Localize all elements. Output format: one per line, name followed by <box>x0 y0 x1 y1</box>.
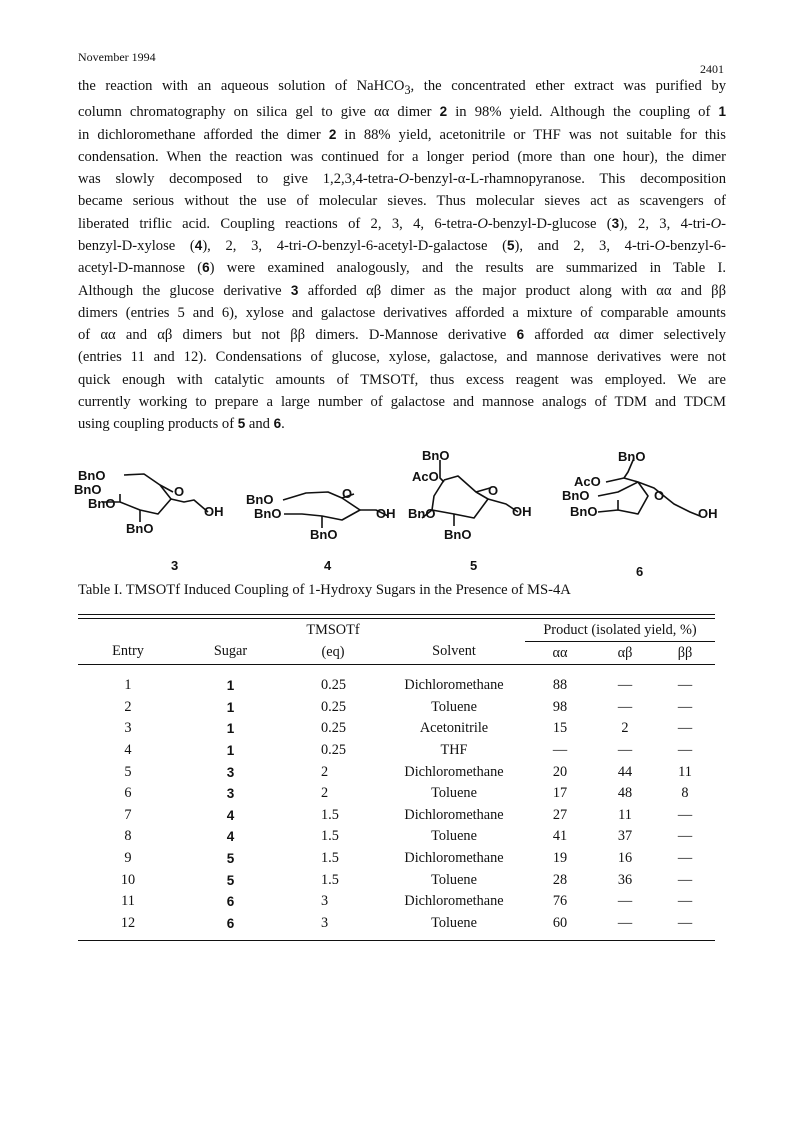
cell-yield-aa: 88 <box>552 677 568 694</box>
cell-yield-bb: — <box>677 742 693 759</box>
structure-5-ring-oxygen: O <box>488 483 499 498</box>
cell-yield-aa: 15 <box>552 720 568 737</box>
cell-entry: 8 <box>124 828 132 845</box>
table-row <box>78 675 715 697</box>
body-text-segment: currently working to prepare a large number of galactose and mannose analogs of TDM and TDCM <box>78 394 726 411</box>
body-text-segment: benzyl-D-xylose ( <box>78 237 195 254</box>
page-number: 2401 <box>700 62 724 76</box>
cell-sugar: 5 <box>226 872 235 888</box>
cell-sugar: 1 <box>226 699 235 715</box>
body-line <box>78 101 726 123</box>
structure-3-ring-oxygen: O <box>174 484 185 499</box>
cell-yield-bb: — <box>677 893 693 910</box>
body-text-segment: 6 <box>202 260 210 276</box>
body-text-segment: afforded αα dimer selectively <box>524 327 726 344</box>
body-text-segment: the reaction with an aqueous solution of NaHCO <box>78 78 405 94</box>
cell-tmsotf: 2 <box>321 763 329 780</box>
cell-solvent: Dichloromethane <box>404 893 504 910</box>
table-caption: Table I. TMSOTf Induced Coupling of 1-Hydroxy Sugars in the Presence of MS-4A <box>78 582 571 598</box>
structure-3-group-3: BnO <box>88 496 116 511</box>
cell-sugar: 3 <box>226 786 235 802</box>
cell-yield-bb: — <box>677 828 693 845</box>
body-text-segment: , the concentrated ether extract was purified by <box>410 78 726 94</box>
body-text-segment: ), and 2, 3, 4-tri- <box>514 237 655 254</box>
cell-tmsotf: 2 <box>321 785 329 802</box>
cell-tmsotf: 1.5 <box>321 806 339 823</box>
cell-yield-bb: — <box>677 806 693 823</box>
body-text-segment: quick enough with catalytic amounts of TMSOTf, thus excess reagent was employed. We are <box>78 371 726 388</box>
table-row <box>78 869 715 891</box>
body-text-segment: ), 2, 3, 4-tri- <box>619 215 711 232</box>
body-text-segment: in 98% yield. Although the coupling of <box>447 104 719 121</box>
table-row <box>78 740 715 762</box>
header-solvent: Solvent <box>432 643 476 659</box>
table-row <box>78 913 715 935</box>
cell-sugar: 4 <box>226 829 235 845</box>
cell-yield-bb: — <box>677 677 693 694</box>
structure-6-ring-oxygen: O <box>654 488 665 503</box>
body-line <box>78 124 726 146</box>
body-text-segment: condensation. When the reaction was continued for a longer period (more than one hour), the dimer <box>78 148 726 165</box>
cell-tmsotf: 0.25 <box>321 677 347 694</box>
body-text-segment: -benzyl-6- <box>665 237 726 254</box>
cell-tmsotf: 1.5 <box>321 871 339 888</box>
table-row <box>78 697 715 719</box>
body-text-segment: . <box>281 416 285 433</box>
header-aa: αα <box>552 644 568 661</box>
body-text-segment: 2 <box>328 126 337 142</box>
cell-yield-bb: 11 <box>678 763 692 780</box>
cell-tmsotf: 3 <box>321 893 329 910</box>
body-text-segment: (entries 11 and 12). Condensations of glucose, xylose, galactose, and mannose derivatives were not <box>78 349 726 366</box>
structure-4-label: 4 <box>324 558 332 573</box>
structure-6-group-1: BnO <box>618 449 646 464</box>
cell-yield-aa: 41 <box>552 828 568 845</box>
table-row <box>78 783 715 805</box>
cell-sugar: 6 <box>226 915 235 931</box>
body-text-segment: 3 <box>611 215 620 231</box>
body-text-segment: -benzyl-α-L-rhamnopyranose. This decomposition <box>409 171 727 188</box>
body-line <box>78 213 726 235</box>
cell-entry: 11 <box>121 893 135 910</box>
body-line <box>78 235 726 257</box>
cell-solvent: THF <box>440 742 468 759</box>
results-table <box>78 614 715 941</box>
cell-yield-bb: — <box>677 914 693 931</box>
body-text-segment: -benzyl-6-acetyl-D-galactose ( <box>317 237 507 254</box>
cell-entry: 12 <box>120 914 136 931</box>
body-text-segment: 5 <box>506 237 515 253</box>
cell-entry: 2 <box>124 698 132 715</box>
header-product: Product (isolated yield, %) <box>525 619 715 642</box>
structure-5-group-1: BnO <box>422 448 450 463</box>
body-paragraph <box>78 75 726 436</box>
structure-3-group-4: OH <box>204 504 224 519</box>
body-text-segment: using coupling products of <box>78 416 238 433</box>
table-row <box>78 848 715 870</box>
cell-yield-aa: 76 <box>552 893 568 910</box>
structure-6-group-5: OH <box>698 506 718 521</box>
header-ab: αβ <box>617 644 633 661</box>
structure-6-group-4: BnO <box>570 504 598 519</box>
body-line <box>78 168 726 190</box>
cell-solvent: Toluene <box>431 914 477 931</box>
structure-6-group-3: BnO <box>562 488 590 503</box>
table-row <box>78 891 715 913</box>
cell-entry: 9 <box>124 850 132 867</box>
cell-tmsotf: 0.25 <box>321 742 347 759</box>
body-text-segment: became serious without the use of molecular sieves. Thus molecular sieves act as scavengers of <box>78 193 726 210</box>
body-line <box>78 257 726 279</box>
cell-sugar: 6 <box>226 894 235 910</box>
body-text-segment: and <box>245 416 274 433</box>
table-row <box>78 718 715 740</box>
structure-5-group-3: BnO <box>408 506 436 521</box>
body-text-segment: column chromatography on silica gel to give αα dimer <box>78 104 440 121</box>
cell-sugar: 3 <box>226 764 235 780</box>
structure-4-group-2: BnO <box>254 506 282 521</box>
body-text-segment: of αα and αβ dimers but not ββ dimers. D-Mannose derivative <box>78 327 517 344</box>
cell-yield-ab: 2 <box>621 720 629 737</box>
body-text-segment: 2 <box>439 104 448 120</box>
structure-3-ring <box>102 474 208 522</box>
cell-solvent: Toluene <box>431 698 477 715</box>
body-line <box>78 391 726 413</box>
cell-entry: 6 <box>124 785 132 802</box>
header-eq: (eq) <box>321 644 345 661</box>
cell-yield-aa: 27 <box>552 806 568 823</box>
body-line <box>78 280 726 302</box>
cell-yield-aa: 98 <box>552 698 568 715</box>
cell-solvent: Dichloromethane <box>404 763 504 780</box>
body-text-segment: ), 2, 3, 4-tri- <box>202 237 307 254</box>
sugar-structures-figure <box>74 448 738 582</box>
body-line <box>78 302 726 324</box>
table-row <box>78 826 715 848</box>
body-line <box>78 346 726 368</box>
body-text-segment: Although the glucose derivative <box>78 282 291 299</box>
structure-3-label: 3 <box>171 558 179 573</box>
body-line <box>78 369 726 391</box>
cell-yield-ab: 11 <box>618 806 632 823</box>
body-text-segment: acetyl-D-mannose ( <box>78 260 203 277</box>
cell-entry: 10 <box>120 871 136 888</box>
cell-solvent: Toluene <box>431 785 477 802</box>
header-sugar: Sugar <box>213 643 248 659</box>
cell-yield-bb: 8 <box>681 785 689 802</box>
cell-sugar: 4 <box>226 807 235 823</box>
cell-entry: 4 <box>124 742 132 759</box>
cell-solvent: Dichloromethane <box>404 677 504 694</box>
cell-yield-ab: — <box>617 742 633 759</box>
cell-yield-aa: 19 <box>552 850 568 867</box>
structure-5-label: 5 <box>470 558 478 573</box>
structure-4-group-1: BnO <box>246 492 274 507</box>
body-text-segment: ) were examined analogously, and the results are summarized in Table I. <box>209 260 726 277</box>
structure-6-group-2: AcO <box>574 474 601 489</box>
body-text-segment: O <box>306 237 318 254</box>
cell-yield-ab: 37 <box>617 828 633 845</box>
cell-tmsotf: 3 <box>321 914 329 931</box>
cell-tmsotf: 0.25 <box>321 698 347 715</box>
cell-yield-aa: 60 <box>552 914 568 931</box>
structure-5-group-5: BnO <box>444 527 472 542</box>
body-text-segment: O <box>398 171 410 188</box>
cell-yield-ab: 48 <box>617 785 633 802</box>
body-text-segment: liberated triflic acid. Coupling reactions of 2, 3, 4, 6-tetra- <box>78 215 478 232</box>
body-text-segment: 3 <box>290 282 299 298</box>
body-line <box>78 75 726 101</box>
table-row <box>78 761 715 783</box>
body-text-segment: 5 <box>237 416 246 432</box>
cell-yield-bb: — <box>677 850 693 867</box>
cell-yield-ab: 36 <box>617 871 633 888</box>
header-entry: Entry <box>112 643 144 659</box>
body-line <box>78 413 726 435</box>
cell-yield-ab: — <box>617 914 633 931</box>
cell-solvent: Acetonitrile <box>419 720 489 737</box>
cell-entry: 7 <box>124 806 132 823</box>
cell-yield-aa: — <box>552 742 568 759</box>
header-bb: ββ <box>677 644 693 661</box>
structure-3-group-2: BnO <box>74 482 102 497</box>
cell-entry: 5 <box>124 763 132 780</box>
structure-4-group-4: BnO <box>310 527 338 542</box>
structure-4-group-3: OH <box>376 506 396 521</box>
cell-sugar: 5 <box>226 851 235 867</box>
body-text-segment: was slowly decomposed to give 1,2,3,4-tetra- <box>78 171 399 188</box>
body-text-segment: dimers (entries 5 and 6), xylose and galactose derivatives afforded a mixture of comparable amounts <box>78 304 726 321</box>
cell-yield-bb: — <box>677 871 693 888</box>
table-row <box>78 805 715 827</box>
cell-entry: 3 <box>124 720 132 737</box>
body-text-segment: O <box>710 215 722 232</box>
cell-entry: 1 <box>124 677 132 694</box>
body-text-segment: afforded αβ dimer as the major product along with αα and ββ <box>298 282 726 299</box>
cell-tmsotf: 1.5 <box>321 828 339 845</box>
body-text-segment: -benzyl-D-glucose ( <box>487 215 612 232</box>
cell-yield-ab: — <box>617 893 633 910</box>
body-text-segment: 6 <box>273 416 282 432</box>
structure-3-group-5: BnO <box>126 521 154 536</box>
cell-yield-aa: 17 <box>552 785 568 802</box>
cell-sugar: 1 <box>226 721 235 737</box>
cell-sugar: 1 <box>226 743 235 759</box>
cell-yield-ab: 16 <box>617 850 633 867</box>
structure-4-ring <box>283 492 388 528</box>
cell-yield-bb: — <box>677 698 693 715</box>
body-text-segment: 3 <box>404 82 411 97</box>
body-text-segment: O <box>477 215 488 232</box>
cell-yield-ab: — <box>617 677 633 694</box>
body-text-segment: in 88% yield, acetonitrile or THF was not suitable for this <box>336 126 726 143</box>
body-text-segment: - <box>721 215 726 232</box>
cell-yield-aa: 20 <box>552 763 568 780</box>
cell-yield-ab: — <box>617 698 633 715</box>
body-text-segment: 4 <box>194 237 203 253</box>
header-tmsotf: TMSOTf <box>306 621 360 638</box>
body-line <box>78 324 726 346</box>
cell-yield-bb: — <box>677 720 693 737</box>
cell-yield-aa: 28 <box>552 871 568 888</box>
cell-solvent: Dichloromethane <box>404 850 504 867</box>
body-text-segment: 1 <box>718 104 726 120</box>
cell-yield-ab: 44 <box>617 763 633 780</box>
cell-solvent: Toluene <box>431 871 477 888</box>
cell-solvent: Toluene <box>431 828 477 845</box>
body-line <box>78 146 726 168</box>
cell-solvent: Dichloromethane <box>404 806 504 823</box>
running-header-date: November 1994 <box>78 50 156 64</box>
structure-5-group-4: OH <box>512 504 532 519</box>
body-text-segment: 6 <box>516 327 525 343</box>
body-text-segment: O <box>654 237 666 254</box>
structure-3-group-1: BnO <box>78 468 106 483</box>
structure-4-ring-oxygen: O <box>342 486 353 501</box>
cell-sugar: 1 <box>226 678 235 694</box>
structure-5-group-2: AcO <box>412 469 439 484</box>
body-line <box>78 190 726 212</box>
body-text-segment: in dichloromethane afforded the dimer <box>78 126 329 143</box>
structure-6-label: 6 <box>636 564 644 579</box>
cell-tmsotf: 1.5 <box>321 850 339 867</box>
cell-tmsotf: 0.25 <box>321 720 347 737</box>
structure-6-ring <box>598 458 700 516</box>
